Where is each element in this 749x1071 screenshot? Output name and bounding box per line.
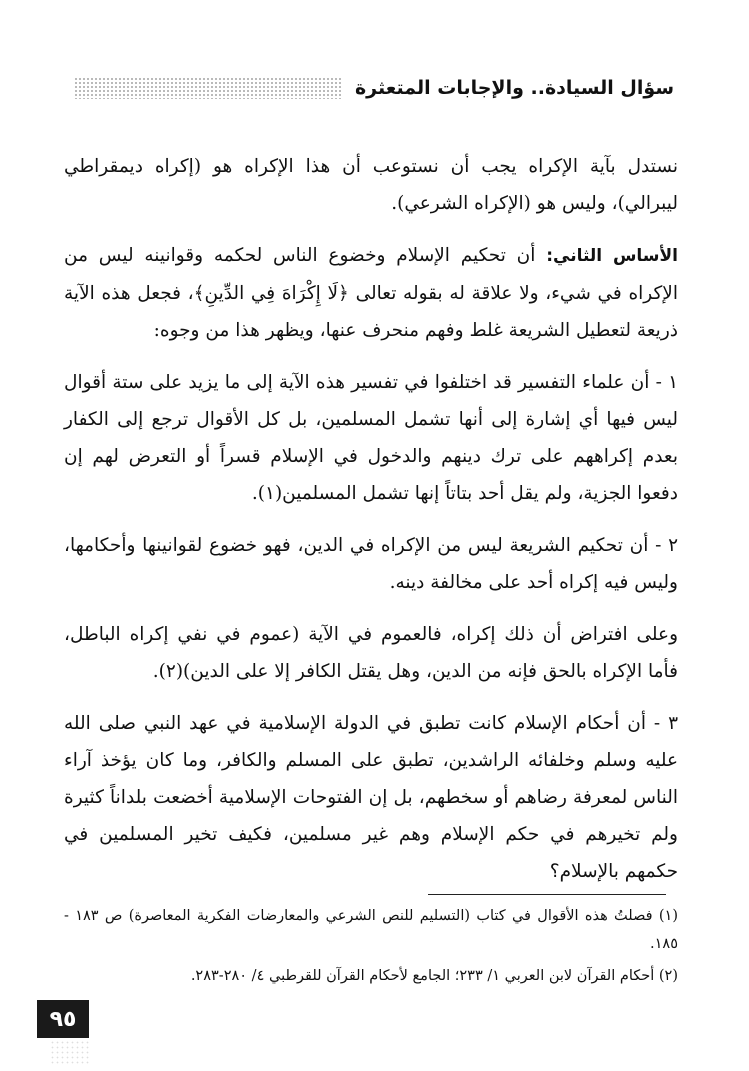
paragraph: وعلى افتراض أن ذلك إكراه، فالعموم في الآية (عموم في نفي إكراه الباطل، فأما الإكراه بالحق فإنه من الدين، وهل يقتل الكافر إلا على الدين)(٢). <box>64 624 678 682</box>
footnote-divider <box>428 894 666 895</box>
paragraph: ٣ - أن أحكام الإسلام كانت تطبق في الدولة الإسلامية في عهد النبي صلى الله عليه وسلم وخلفائه الراشدين، تطبق على المسلم والكافر، وما كان يؤخذ آراء الناس لمعرفة رضاهم أو سخطهم، بل إن الفتوحات الإسلامية أخضعت بلداناً كثيرة ولم تخيرهم في حكم الإسلام وهم غير مسلمين، فكيف تخير المسلمين في حكمهم بالإسلام؟ <box>64 713 678 882</box>
paragraph: نستدل بآية الإكراه يجب أن نستوعب أن هذا الإكراه هو (إكراه ديمقراطي ليبرالي)، وليس هو (الإكراه الشرعي). <box>64 156 678 214</box>
paragraph-lead: الأساس الثاني: <box>546 246 678 266</box>
header-dotted-rule <box>74 77 341 99</box>
page-number-badge <box>37 1000 89 1038</box>
paragraph: ٢ - أن تحكيم الشريعة ليس من الإكراه في الدين، فهو خضوع لقوانينها وأحكامها، وليس فيه إكراه أحد على مخالفة دينه. <box>64 535 678 593</box>
scan-speckle <box>50 1040 90 1066</box>
main-text <box>64 148 678 905</box>
page-number: ٩٥ <box>49 1006 77 1032</box>
footnote: (١) فصلتُ هذه الأقوال في كتاب (التسليم للنص الشرعي والمعارضات الفكرية المعاصرة) ص ١٨٣ - ١٨٥. <box>64 908 679 952</box>
footnotes <box>64 902 678 994</box>
footnote: (٢) أحكام القرآن لابن العربي ١/ ٢٣٣؛ الجامع لأحكام القرآن للقرطبي ٤/ ٢٨٠-٢٨٣. <box>190 968 678 984</box>
running-header <box>74 70 674 106</box>
running-header-title: سؤال السيادة.. والإجابات المتعثرة <box>354 77 674 99</box>
paragraph: الأساس الثاني: أن تحكيم الإسلام وخضوع الناس لحكمه وقوانينه ليس من الإكراه في شيء، ولا علاقة له بقوله تعالى ﴿لَا إِكْرَاهَ فِي الدِّينِ﴾، فجعل هذه الآية ذريعة لتعطيل الشريعة غلط وفهم منحرف عنها، ويظهر هذا من وجوه: <box>64 245 678 341</box>
paragraph: ١ - أن علماء التفسير قد اختلفوا في تفسير هذه الآية إلى ما يزيد على ستة أقوال ليس فيها أي إشارة إلى أنها تشمل المسلمين، بل كل الأقوال ترجع إلى الكفار بعدم إكراههم على ترك دينهم والدخول في الإسلام قسراً أو التعرض لهم إن دفعوا الجزية، ولم يقل أحد بتاتاً إنها تشمل المسلمين(١). <box>64 372 678 504</box>
